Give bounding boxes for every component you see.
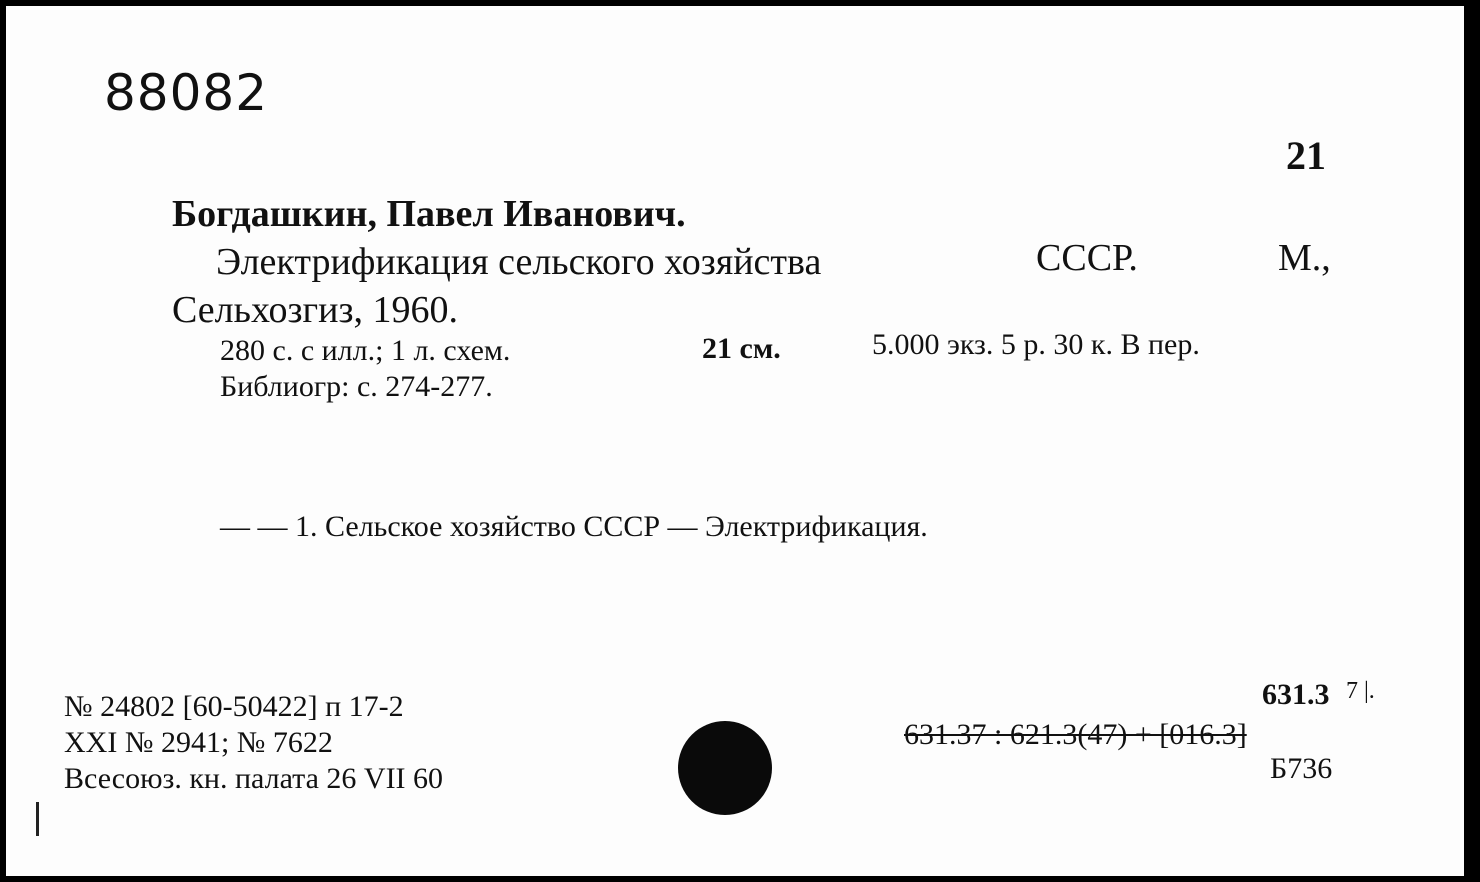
punch-hole [678, 721, 772, 815]
title-country: СССР. [1036, 237, 1138, 279]
footer-line-registration: № 24802 [60-50422] п 17-2 [64, 690, 404, 723]
publisher-line: Сельхозгиз, 1960. [172, 289, 458, 331]
stray-mark [36, 802, 39, 836]
physical-size: 21 см. [702, 332, 781, 365]
physical-pages: 280 с. с илл.; 1 л. схем. [220, 334, 511, 367]
title-city: М., [1278, 237, 1331, 279]
card-number: 21 [1286, 133, 1326, 178]
bibliography-note: Библиогр: с. 274-277. [220, 370, 493, 403]
subject-heading: — — 1. Сельское хозяйство СССР — Электрификация. [220, 510, 928, 543]
author-name: Богдашкин, Павел Иванович. [172, 193, 686, 235]
classification-primary: 631.3 [1262, 678, 1330, 711]
handwritten-id: 88082 [104, 64, 269, 122]
footer-line-chamber: Всесоюз. кн. палата 26 VII 60 [64, 762, 444, 795]
catalog-card [6, 6, 1464, 876]
classification-struck: 631.37 : 621.3(47) + [016.3] [904, 718, 1247, 751]
classification-mark: 7 |. [1346, 678, 1375, 704]
classification-code: Б736 [1270, 752, 1333, 785]
print-run-price: 5.000 экз. 5 р. 30 к. В пер. [872, 328, 1200, 361]
footer-line-series: XXI № 2941; № 7622 [64, 726, 333, 759]
title-line: Электрификация сельского хозяйства [216, 241, 822, 283]
